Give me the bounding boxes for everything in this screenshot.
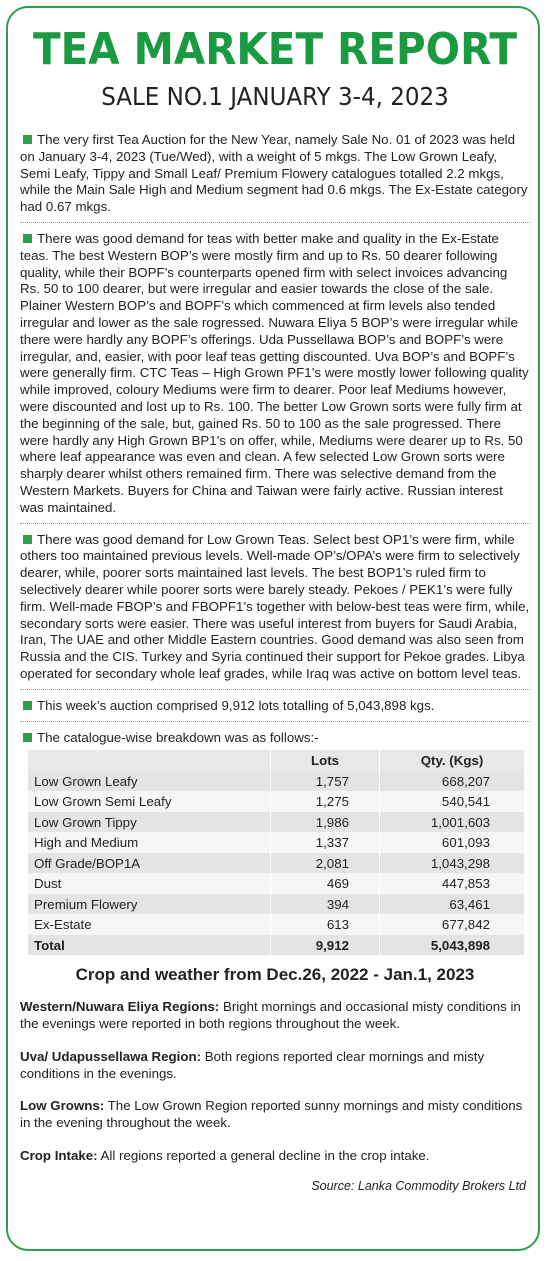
column-header-lots: Lots <box>271 750 380 771</box>
table-row: Low Grown Leafy 1,757 668,207 <box>28 771 525 792</box>
column-header-category <box>28 750 271 771</box>
table-row: Low Grown Tippy 1,986 1,001,603 <box>28 812 525 833</box>
paragraph-ex-estate: There was good demand for teas with better make and quality in the Ex-Estate teas. The best Western BOP’s were mostly firm and up to Rs. 50 dearer following quality, while their BOPF’s counterparts opened firm with select invoices advancing Rs. 50 to 100 dearer, but were irregular and easier towards the close of the sale. Plainer Western BOP’s and BOPF’s which commenced at firm levels also tended irregular and lower as the sale rogressed. Nuwara Eliya 5 BOP’s were irregular while there were hardly any BOPF’s offerings. Uda Pussellawa BOP’s and BOPF’s were irregular, and, easier, with poor leaf teas getting discounted. Uva BOP’s and BOPF’s were generally firm. CTC Teas – High Grown PF1’s were mostly lower following quality while improved, coloury Mediums were firm to dearer. Poor leaf Mediums however, were discounted and lost up to Rs. 100. The better Low Grown sorts were fully firm at the beginning of the sale, but, gained Rs. 50 to 100 as the sale progressed. There were hardly any High Grown BP1’s on offer, while, Mediums were dearer up to Rs. 50 where leaf appearance was even and clean. A few selected Low Grown sorts were sharply dearer whilst others remained firm. There was selective demand from the Western Markets. Buyers for China and Taiwan were fairly active. Russian interest was maintained. <box>20 230 529 515</box>
paragraph-low-grown: There was good demand for Low Grown Teas. Select best OP1’s were firm, while others too maintained previous levels. Well-made OP’s/OPA’s were firm to selectively dearer, while, poorer sorts maintained last levels. The best BOP1’s ruled firm to selectively dearer while poorer sorts were barely steady. Pekoes / PEK1’s were fully firm. Well-made FBOP’s and FBOPF1’s together with below-best teas were firm, while, secondary sorts were easier. There was useful interest from buyers for Saudi Arabia, Iran, The UAE and other Middle Eastern countries. Good demand was also seen from Russia and the CIS. Turkey and Syria continued their support for Pekoe grades. Libya operated for secondary whole leaf grades, while Iraq was active on bottom level teas. <box>20 531 530 681</box>
table-header-row <box>28 750 525 771</box>
crop-weather-section <box>20 999 530 1165</box>
dotted-divider <box>20 523 530 524</box>
dotted-divider <box>20 222 530 223</box>
table-row: Ex-Estate 613 677,842 <box>28 914 525 935</box>
table-row: Low Grown Semi Leafy 1,275 540,541 <box>28 791 525 812</box>
table-row: Off Grade/BOP1A 2,081 1,043,298 <box>28 853 525 874</box>
table-total-row: Total 9,912 5,043,898 <box>28 935 525 956</box>
crop-weather-heading: Crop and weather from Dec.26, 2022 - Jan.1, 2023 <box>75 965 475 985</box>
table-row: Premium Flowery 394 63,461 <box>28 894 525 915</box>
square-bullet-icon <box>23 701 32 710</box>
page-title: TEA MARKET REPORT <box>32 24 518 75</box>
dotted-divider <box>20 721 530 722</box>
square-bullet-icon <box>23 135 32 144</box>
page-subtitle: SALE NO.1 JANUARY 3-4, 2023 <box>101 82 449 111</box>
report-content <box>20 132 530 1193</box>
table-row: High and Medium 1,337 601,093 <box>28 832 525 853</box>
weather-item-uva: Uva/ Udapussellawa Region: Both regions reported clear mornings and misty conditions in the evenings. <box>20 1048 485 1081</box>
dotted-divider <box>20 689 530 690</box>
catalogue-breakdown-table <box>28 750 525 955</box>
weather-item-low-growns: Low Growns: The Low Grown Region reported sunny mornings and misty conditions in the evening throughout the week. <box>20 1098 523 1131</box>
paragraph-lots-summary: This week’s auction comprised 9,912 lots totalling of 5,043,898 kgs. <box>20 698 530 715</box>
column-header-qty: Qty. (Kgs) <box>380 750 525 771</box>
square-bullet-icon <box>23 535 32 544</box>
square-bullet-icon <box>23 234 32 243</box>
square-bullet-icon <box>23 733 32 742</box>
paragraph-sale-summary: The very first Tea Auction for the New Year, namely Sale No. 01 of 2023 was held on January 3-4, 2023 (Tue/Wed), with a weight of 5 mkgs. The Low Grown Leafy, Semi Leafy, Tippy and Small Leaf/ Premium Flowery catalogues totalled 2.2 mkgs, while the Main Sale High and Medium segment had 0.6 mkgs. The Ex-Estate category had 0.67 mkgs. <box>20 132 528 215</box>
source-credit: Source: Lanka Commodity Brokers Ltd <box>311 1178 526 1193</box>
weather-item-western: Western/Nuwara Eliya Regions: Bright mornings and occasional misty conditions in the evenings were reported in both regions throughout the week. <box>20 999 521 1032</box>
table-row: Dust 469 447,853 <box>28 873 525 894</box>
paragraph-breakdown-intro: The catalogue-wise breakdown was as follows:- <box>20 730 530 747</box>
weather-item-crop-intake: Crop Intake: All regions reported a general decline in the crop intake. <box>20 1148 430 1164</box>
